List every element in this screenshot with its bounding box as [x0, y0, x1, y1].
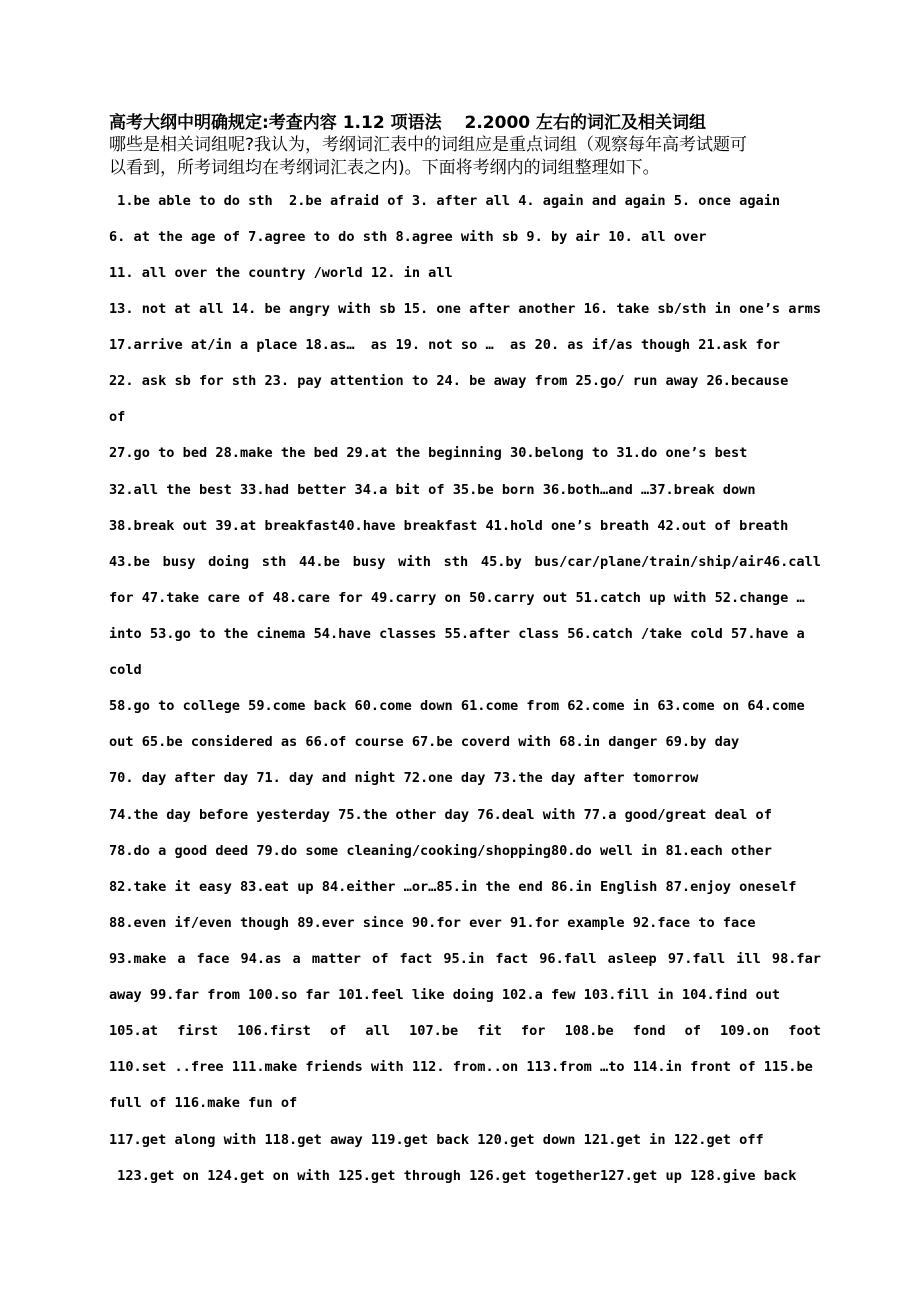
phrase-line: 58.go to college 59.come back 60.come down 61.come from 62.come in 63.come on 64.come [109, 698, 805, 714]
document-title: 高考大纲中明确规定:考查内容 1.12 项语法 2.2000 左右的词汇及相关词组 [109, 113, 707, 133]
phrase-line: 70. day after day 71. day and night 72.one day 73.the day after tomorrow [109, 770, 699, 786]
phrase-line: 11. all over the country /world 12. in all [109, 265, 453, 281]
intro-paragraph [109, 134, 829, 180]
phrase-line: 82.take it easy 83.eat up 84.either …or…85.in the end 86.in English 87.enjoy oneself [109, 879, 797, 895]
phrase-line: 93.make a face 94.as a matter of fact 95.in fact 96.fall asleep 97.fall ill 98.far [109, 951, 821, 967]
phrase-line: 1.be able to do sth 2.be afraid of 3. after all 4. again and again 5. once again [109, 193, 781, 209]
phrase-line: 78.do a good deed 79.do some cleaning/cooking/shopping80.do well in 81.each other [109, 843, 772, 859]
phrase-line: full of 116.make fun of [109, 1095, 298, 1111]
phrase-line: 110.set ..free 111.make friends with 112. from..on 113.from …to 114.in front of 115.be [109, 1059, 813, 1075]
phrase-line: 13. not at all 14. be angry with sb 15. one after another 16. take sb/sth in one’s arms [109, 301, 822, 317]
intro-line: 以看到，所考词组均在考纲词汇表之内)。下面将考纲内的词组整理如下。 [109, 158, 660, 178]
phrase-line: away 99.far from 100.so far 101.feel like doing 102.a few 103.fill in 104.find out [109, 987, 781, 1003]
phrase-line: cold [109, 662, 142, 678]
phrase-line: 27.go to bed 28.make the bed 29.at the beginning 30.belong to 31.do one’s best [109, 445, 748, 461]
phrase-line: 38.break out 39.at breakfast40.have breakfast 41.hold one’s breath 42.out of breath [109, 518, 789, 534]
phrase-line: for 47.take care of 48.care for 49.carry on 50.carry out 51.catch up with 52.change … [109, 590, 805, 606]
phrase-line: 6. at the age of 7.agree to do sth 8.agree with sb 9. by air 10. all over [109, 229, 707, 245]
phrase-line: out 65.be considered as 66.of course 67.be coverd with 68.in danger 69.by day [109, 734, 740, 750]
phrase-line: into 53.go to the cinema 54.have classes 55.after class 56.catch /take cold 57.have a [109, 626, 805, 642]
phrase-line: 17.arrive at/in a place 18.as… as 19. not so … as 20. as if/as though 21.ask for [109, 337, 781, 353]
phrase-line: 74.the day before yesterday 75.the other day 76.deal with 77.a good/great deal of [109, 807, 772, 823]
phrase-line: 22. ask sb for sth 23. pay attention to 24. be away from 25.go/ run away 26.because [109, 373, 789, 389]
phrase-line: 117.get along with 118.get away 119.get back 120.get down 121.get in 122.get off [109, 1132, 764, 1148]
phrase-line: 32.all the best 33.had better 34.a bit of 35.be born 36.both…and …37.break down [109, 482, 756, 498]
phrase-line: of [109, 409, 126, 425]
phrase-line: 88.even if/even though 89.ever since 90.for ever 91.for example 92.face to face [109, 915, 756, 931]
phrase-line: 105.at first 106.first of all 107.be fit for 108.be fond of 109.on foot [109, 1023, 821, 1039]
phrase-line: 123.get on 124.get on with 125.get through 126.get together127.get up 128.give back [109, 1168, 797, 1184]
phrase-line: 43.be busy doing sth 44.be busy with sth 45.by bus/car/plane/train/ship/air46.call [109, 554, 821, 570]
intro-line: 哪些是相关词组呢?我认为，考纲词汇表中的词组应是重点词组（观察每年高考试题可 [109, 135, 748, 155]
